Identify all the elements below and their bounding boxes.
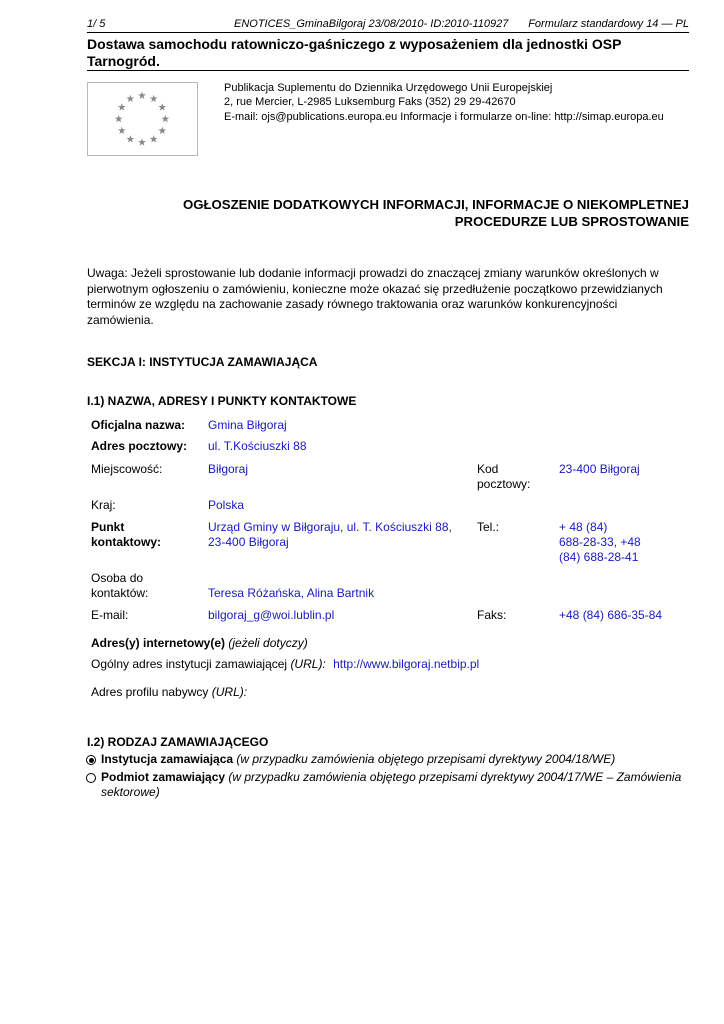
star-icon (118, 103, 126, 110)
star-icon (118, 127, 126, 134)
contact-person-label-line-2: kontaktów: (91, 586, 149, 600)
contact-person-label (91, 571, 148, 601)
subsection-heading-1: I.1) NAZWA, ADRESY I PUNKTY KONTAKTOWE (87, 394, 357, 408)
internet-addresses-note: (jeżeli dotyczy) (228, 636, 308, 650)
official-name-value: Gmina Biłgoraj (208, 418, 287, 432)
star-icon (126, 135, 134, 142)
star-icon (138, 92, 146, 99)
zip-code-label-line-1: Kod (477, 462, 499, 476)
phone-value (559, 520, 641, 565)
general-url-row (91, 657, 479, 672)
postal-address-value: ul. T.Kościuszki 88 (208, 439, 307, 453)
eu-stars-icon (88, 83, 197, 155)
subsection-heading-2: I.2) RODZAJ ZAMAWIAJĄCEGO (87, 735, 269, 749)
section-heading: SEKCJA I: INSTYTUCJA ZAMAWIAJĄCA (87, 355, 318, 369)
option-1-note: (w przypadku zamówienia objętego przepisami dyrektywy 2004/18/WE) (236, 752, 616, 766)
buyer-profile-row (91, 685, 247, 700)
contact-point-line-2: 23-400 Biłgoraj (208, 535, 289, 549)
contact-point-line-1: Urząd Gminy w Biłgoraju, ul. T. Kościuszki 88, (208, 520, 452, 534)
country-label: Kraj: (91, 498, 116, 512)
option-contracting-entity (101, 770, 691, 800)
star-icon (158, 127, 166, 134)
radio-contracting-entity[interactable] (86, 773, 96, 783)
notice-title-line-1: OGŁOSZENIE DODATKOWYCH INFORMACJI, INFORMACJE O NIEKOMPLETNEJ (182, 197, 689, 212)
radio-selected-dot (89, 758, 94, 763)
zip-code-value: 23-400 Biłgoraj (559, 462, 640, 476)
contact-point-value (208, 520, 452, 550)
title-rule (87, 70, 689, 71)
publication-line-3: E-mail: ojs@publications.europa.eu Informacje i formularze on-line: http://simap.europa.eu (224, 111, 664, 123)
header-rule (87, 32, 689, 33)
internet-addresses-label: Adres(y) internetowy(e) (91, 636, 226, 650)
eu-flag-logo (87, 82, 198, 156)
zip-code-label (477, 462, 530, 492)
option-2-label: Podmiot zamawiający (101, 770, 226, 784)
contact-point-label-line-2: kontaktowy: (91, 535, 162, 549)
publication-line-1: Publikacja Suplementu do Dziennika Urzędowego Unii Europejskiej (224, 82, 553, 94)
email-label: E-mail: (91, 608, 129, 622)
official-name-label: Oficjalna nazwa: (91, 418, 186, 432)
form-name: Formularz standardowy 14 — PL (528, 18, 689, 30)
contact-person-value: Teresa Różańska, Alina Bartnik (208, 586, 375, 600)
notice-title-line-2: PROCEDURZE LUB SPROSTOWANIE (454, 214, 689, 229)
phone-label: Tel.: (477, 520, 500, 534)
radio-contracting-authority[interactable] (86, 755, 96, 765)
option-1-label: Instytucja zamawiająca (101, 752, 234, 766)
email-link[interactable]: bilgoraj_g@woi.lublin.pl (208, 608, 335, 622)
general-url-label: Ogólny adres instytucji zamawiającej (91, 657, 288, 671)
phone-line-1: + 48 (84) (559, 520, 608, 534)
phone-line-3: (84) 688-28-41 (559, 550, 639, 564)
country-value: Polska (208, 498, 245, 512)
buyer-profile-note: (URL): (211, 685, 248, 699)
option-contracting-authority (101, 752, 615, 767)
general-url-link[interactable]: http://www.bilgoraj.netbip.pl (333, 657, 480, 671)
contact-point-label-line-1: Punkt (91, 520, 125, 534)
star-icon (158, 103, 166, 110)
option-2-line-1 (101, 770, 691, 785)
document-title: Dostawa samochodu ratowniczo-gaśniczego z wyposażeniem dla jednostki OSP Tarnogród. (87, 36, 622, 69)
option-2-note-1: (w przypadku zamówienia objętego przepisami dyrektywy 2004/17/WE – Zamówienia (228, 770, 682, 784)
general-url-note: (URL): (290, 657, 326, 671)
notice-title (87, 196, 689, 230)
star-icon (150, 135, 158, 142)
zip-code-label-line-2: pocztowy: (477, 477, 531, 491)
star-icon (150, 95, 158, 102)
contact-point-label (91, 520, 161, 550)
warning-paragraph: Uwaga: Jeżeli sprostowanie lub dodanie informacji prowadzi do znaczącej zmiany warunków określonych w pierwotnym ogłoszeniu o zamówieniu, konieczne może okazać się przedłużenie początkowo przewidzianych terminów ze względu na zachowanie zasady równego traktowania oraz warunków konkurencyjności zamówienia. (87, 266, 663, 327)
document-id: ENOTICES_GminaBilgoraj 23/08/2010- ID:2010-110927 (234, 18, 509, 30)
internet-addresses-heading (91, 636, 308, 651)
option-2-note-2: sektorowe) (101, 785, 160, 799)
publication-line-2: 2, rue Mercier, L-2985 Luksemburg Faks (352) 29 29-42670 (224, 96, 516, 108)
city-label: Miejscowość: (91, 462, 163, 476)
contact-person-label-line-1: Osoba do (91, 571, 144, 585)
postal-address-label: Adres pocztowy: (91, 439, 188, 453)
fax-value: +48 (84) 686-35-84 (559, 608, 663, 622)
fax-label: Faks: (477, 608, 507, 622)
page-number: 1/ 5 (87, 18, 106, 30)
star-icon (138, 138, 146, 145)
city-value: Biłgoraj (208, 462, 249, 476)
buyer-profile-label: Adres profilu nabywcy (91, 685, 209, 699)
star-icon (126, 95, 134, 102)
star-icon (161, 115, 169, 122)
phone-line-2: 688-28-33, +48 (559, 535, 641, 549)
star-icon (115, 115, 123, 122)
